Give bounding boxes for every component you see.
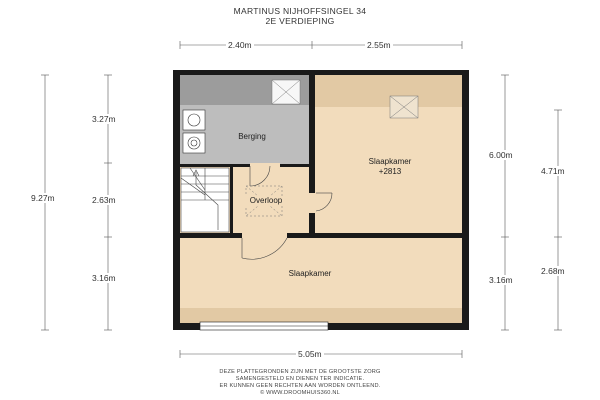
interior-wall-berging (180, 164, 309, 167)
disclaimer-line-2: SAMENGESTELD EN DIENEN TER INDICATIE. (235, 376, 365, 382)
dim-right-upper: 6.00m (489, 150, 513, 160)
dim-right-lower-inner: 2.68m (541, 266, 565, 276)
room-label-slaapkamer-top: Slaapkamer (368, 157, 412, 166)
floor-label: 2E VERDIEPING (265, 16, 335, 26)
dim-left-middle: 2.63m (92, 195, 116, 205)
disclaimer-line-3: ER KUNNEN GEEN RECHTEN AAN WORDEN ONTLEEND. (219, 383, 381, 389)
door-opening-overloop (242, 232, 287, 239)
dim-left-upper: 3.27m (92, 114, 116, 124)
dim-bottom-total: 5.05m (298, 349, 322, 359)
room-label-overloop: Overloop (236, 196, 296, 206)
door-opening-berging (250, 163, 280, 168)
interior-wall-stairs (230, 167, 233, 233)
disclaimer-link[interactable]: © WWW.DROOMHUIS360.NL (260, 390, 340, 396)
dim-top-left: 2.40m (228, 40, 252, 50)
dim-right-upper-inner: 4.71m (541, 166, 565, 176)
slaapkamer-top-slope (315, 75, 462, 107)
room-height-slaapkamer-top: +2813 (378, 167, 402, 176)
dim-right-lower: 3.16m (489, 275, 513, 285)
slaapkamer-bottom-slope (180, 308, 462, 323)
dim-left-lower: 3.16m (92, 273, 116, 283)
interior-wall-vertical (309, 75, 315, 238)
dim-left-total: 9.27m (31, 193, 55, 203)
room-label-berging: Berging (238, 132, 266, 141)
disclaimer-line-1: DEZE PLATTEGRONDEN ZIJN MET DE GROOTSTE ZORG (219, 369, 381, 375)
door-opening-slaapkamer (308, 193, 316, 213)
plan-title: MARTINUS NIJHOFFSINGEL 34 (233, 6, 367, 16)
interior-wall-middle (180, 233, 462, 238)
room-label-slaapkamer-bottom: Slaapkamer (288, 269, 332, 278)
staircase (181, 168, 229, 232)
dim-top-right: 2.55m (367, 40, 391, 50)
